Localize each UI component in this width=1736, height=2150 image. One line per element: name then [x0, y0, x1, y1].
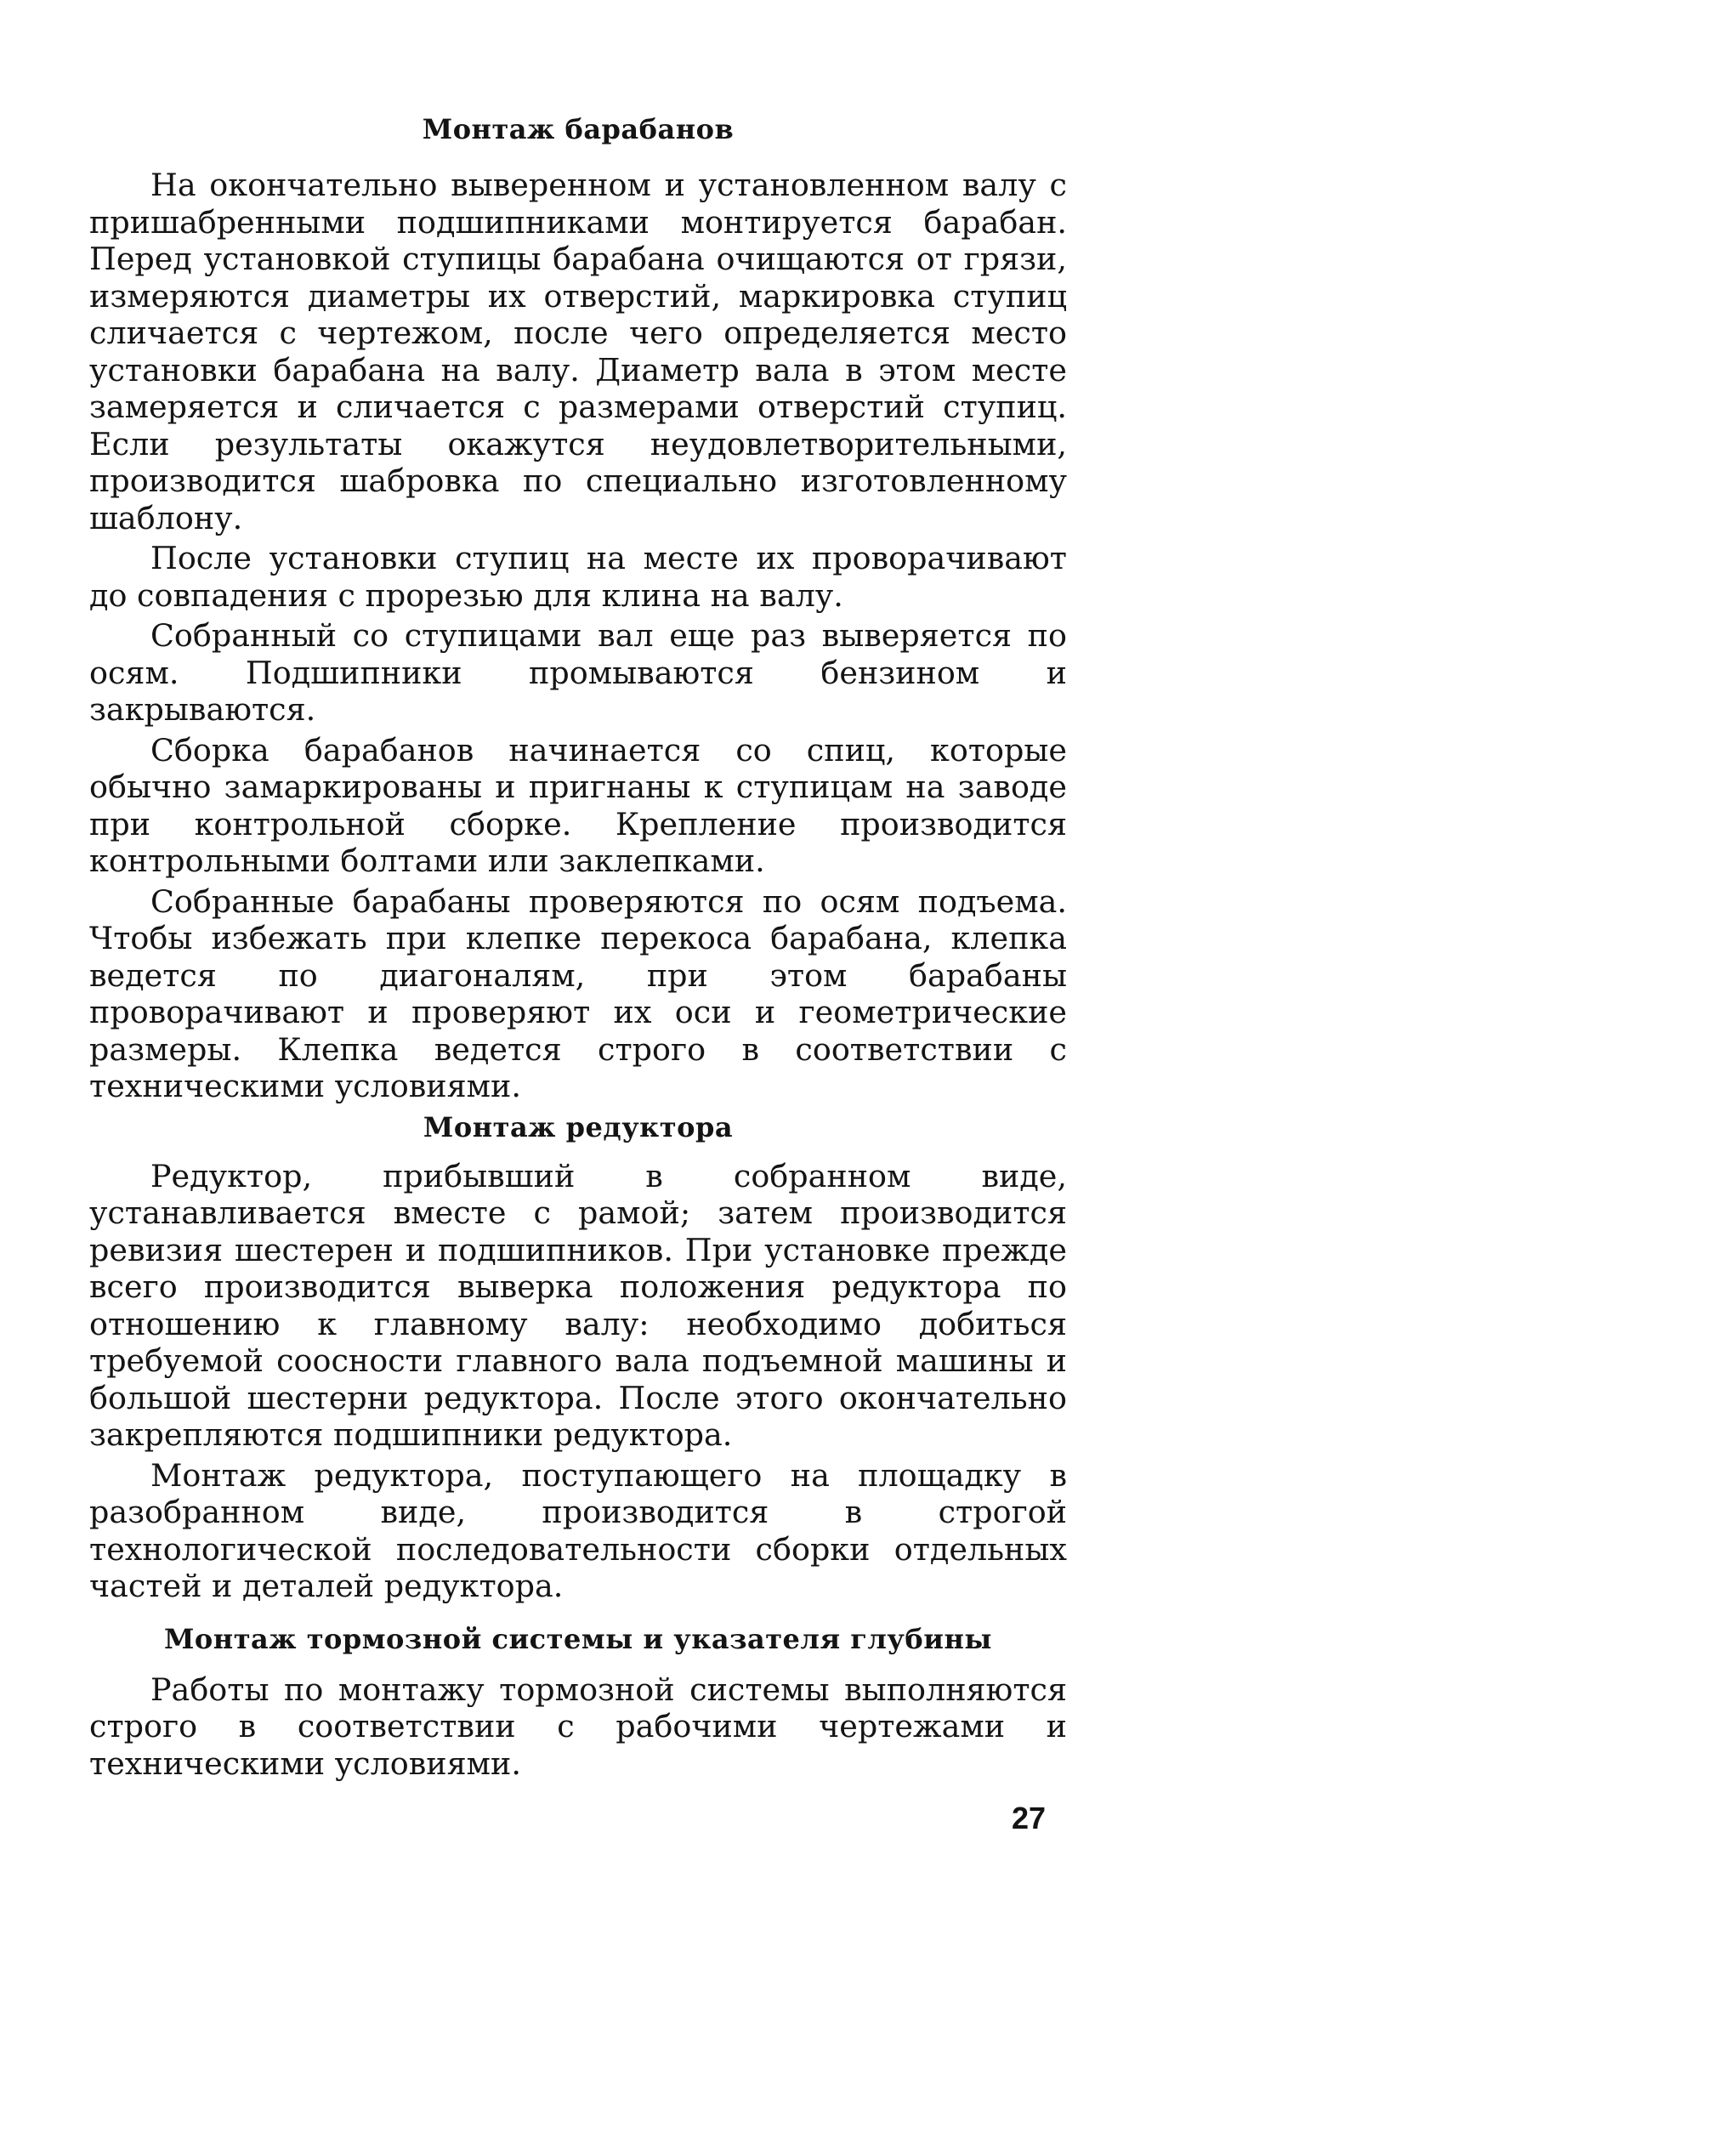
paragraph: Собранные барабаны проверяются по осям подъема. Чтобы избежать при клепке перекоса барабана, клепка ведется по диагоналям, при этом барабаны проворачивают и проверяют их оси и геометрические размеры. Клепка ведется строго в соответствии с техническими условиями.	[89, 882, 1067, 1104]
page-body	[89, 111, 1067, 1785]
paragraph: Сборка барабанов начинается со спиц, которые обычно замаркированы и пригнаны к ступицам на заводе при контрольной сборке. Крепление производится контрольными болтами или заклепками.	[89, 731, 1067, 879]
paragraph: Работы по монтажу тормозной системы выполняются строго в соответствии с рабочими чертежами и техническими условиями.	[89, 1671, 1067, 1782]
section-heading-reducer: Монтаж редуктора	[423, 1110, 734, 1143]
section-heading-drums: Монтаж барабанов	[422, 113, 735, 145]
paragraph: После установки ступиц на месте их проворачивают до совпадения с прорезью для клина на валу.	[89, 540, 1067, 614]
section-heading-brake-system: Монтаж тормозной системы и указателя глубины	[164, 1622, 992, 1655]
page-number: 27	[1012, 1801, 1047, 1835]
paragraph: Собранный со ступицами вал еще раз выверяется по осям. Подшипники промываются бензином и закрываются.	[89, 617, 1067, 728]
paragraph: Монтаж редуктора, поступающего на площадку в разобранном виде, производится в строгой технологической последовательности сборки отдельных частей и деталей редуктора.	[89, 1456, 1067, 1604]
paragraph: На окончательно выверенном и установленном валу с пришабренными подшипниками монтируется барабан. Перед установкой ступицы барабана очищаются от грязи, измеряются диаметры их отверстий, маркировка ступиц сличается с чертежом, после чего определяется место установки барабана на валу. Диаметр вала в этом месте замеряется и сличается с размерами отверстий ступиц. Если результаты окажутся неудовлетворительными, производится шабровка по специально изготовленному шаблону.	[89, 167, 1067, 536]
paragraph: Редуктор, прибывший в собранном виде, устанавливается вместе с рамой; затем производится ревизия шестерен и подшипников. При установке прежде всего производится выверка положения редуктора по отношению к главному валу: необходимо добиться требуемой соосности главного вала подъемной машины и большой шестерни редуктора. После этого окончательно закрепляются подшипники редуктора.	[89, 1157, 1067, 1453]
